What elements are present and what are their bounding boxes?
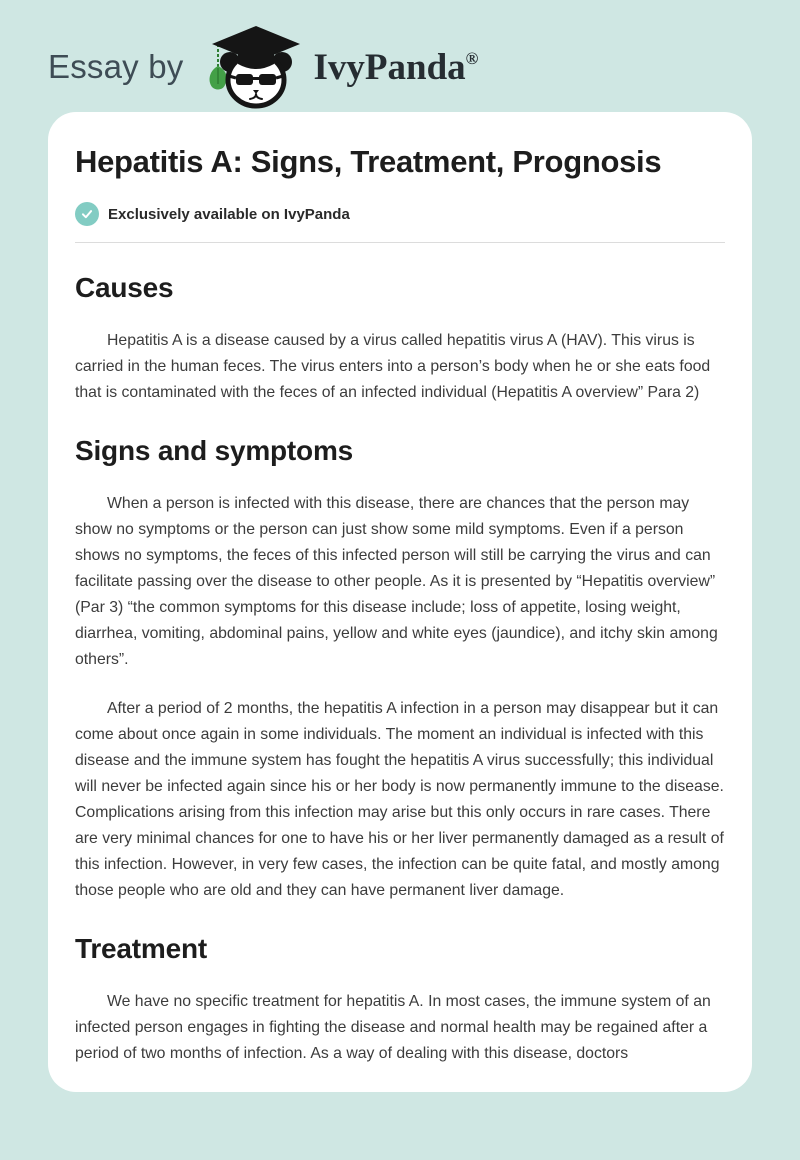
site-header	[0, 0, 800, 112]
section-heading: Signs and symptoms	[75, 435, 354, 466]
availability-text: Exclusively available on IvyPanda	[108, 205, 350, 223]
brand-name	[314, 46, 479, 89]
section-heading: Treatment	[75, 933, 208, 964]
essay-by-label: Essay by	[48, 48, 184, 85]
panda-graduate-logo-icon	[200, 22, 304, 112]
check-icon	[75, 202, 99, 226]
essay-section	[75, 932, 725, 1067]
essay-card	[48, 112, 752, 1092]
essay-title: Hepatitis A: Signs, Treatment, Prognosis	[75, 144, 662, 179]
registered-mark: ®	[465, 48, 479, 68]
paragraph: We have no specific treatment for hepatitis A. In most cases, the immune system of an infected person engages in fighting the disease and normal health may be regained after a period of two months of infection. As a way of dealing with this disease, doctors	[75, 993, 711, 1062]
essay-section	[75, 434, 725, 904]
section-heading: Causes	[75, 272, 174, 303]
paragraph: After a period of 2 months, the hepatitis A infection in a person may disappear but it can come about once again in some individuals. The moment an individual is infected with this disease and the immune system has fought the hepatitis A virus successfully; this individual will never be infected again since his or her body is now permanently immune to the disease. Complications arising from this infection may arise but this only occurs in rare cases. There are very minimal chances for one to have his or her liver permanently damaged as a result of this infection. However, in very few cases, the infection can be quite fatal, and mostly among those people who are old and they can have permanent liver damage.	[75, 700, 724, 899]
availability-badge	[75, 202, 725, 226]
essay-section	[75, 271, 725, 406]
divider	[75, 242, 725, 243]
essay-body	[75, 271, 725, 1067]
brand-text: IvyPanda	[313, 46, 466, 88]
paragraph: Hepatitis A is a disease caused by a virus called hepatitis virus A (HAV). This virus is carried in the human feces. The virus enters into a person’s body when he or she eats food that is contaminated with the feces of an infected individual (Hepatitis A overview” Para 2)	[75, 332, 711, 401]
paragraph: When a person is infected with this disease, there are chances that the person may show no symptoms or the person can just show some mild symptoms. Even if a person shows no symptoms, the feces of this infected person will still be carrying the virus and can facilitate passing over the disease to other people. As it is presented by “Hepatitis overview” (Par 3) “the common symptoms for this disease include; loss of appetite, losing weight, diarrhea, vomiting, abdominal pains, yellow and white eyes (jaundice), and itchy skin among others”.	[75, 495, 718, 668]
